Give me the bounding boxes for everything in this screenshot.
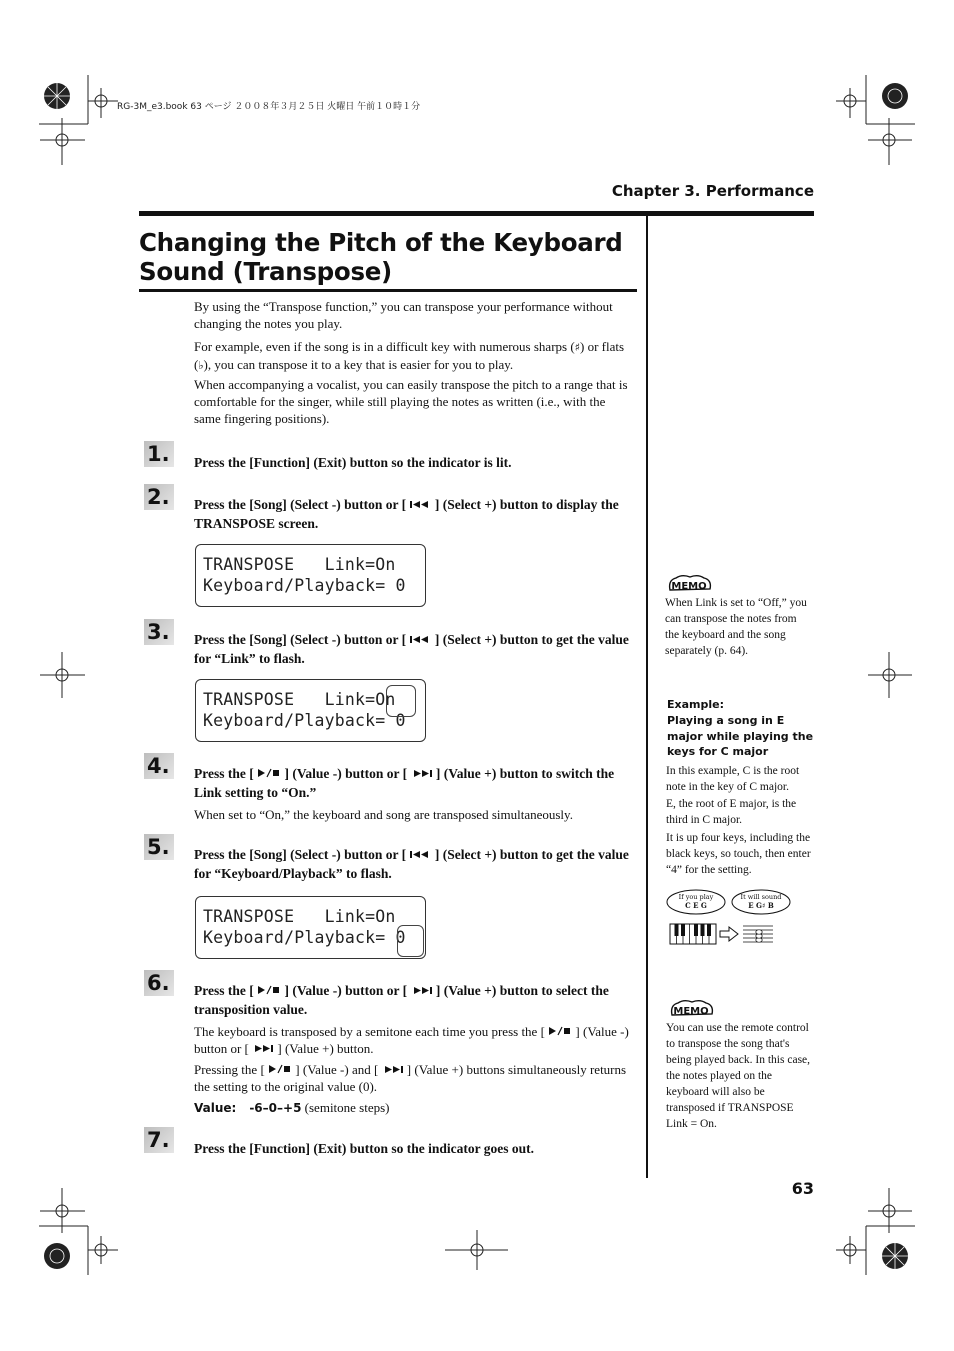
svg-text:E G♯ B: E G♯ B	[748, 901, 774, 910]
step-1-text: Press the [Function] (Exit) button so the indicator is lit.	[194, 455, 512, 470]
print-header: RG-3M_e3.book 63 ページ ２００８年３月２５日 火曜日 午前１０時１分	[117, 102, 421, 112]
step-number: 1.	[140, 441, 174, 467]
intro-paragraph-2: For example, even if the song is in a difficult key with numerous sharps (♯) or flats (♭), you can transpose it to a key that is easier for you to play.	[194, 339, 625, 372]
memo-1-text: When Link is set to “Off,” you can transpose the notes from the keyboard and the song separately (p. 64).	[665, 597, 807, 657]
page-number: 63	[791, 1179, 814, 1198]
chapter-heading: Chapter 3. Performance	[611, 182, 814, 200]
prev-icon	[409, 635, 431, 644]
example-text-3: It is up four keys, including the black keys, so touch, then enter “4” for the setting.	[666, 832, 811, 876]
next-icon	[411, 769, 433, 778]
step-6-text: Press the [ ] (Value -) button or [ ] (Value +) button to select the transposition value.	[194, 983, 609, 1017]
lcd-value-flash: TRANSPOSE Link=On Keyboard/Playback= 0	[195, 896, 426, 959]
staff-icon	[743, 926, 773, 942]
next-icon	[411, 986, 433, 995]
svg-text:C E G: C E G	[685, 901, 707, 910]
top-rule	[139, 211, 814, 216]
svg-text:MEMO: MEMO	[673, 1006, 709, 1017]
flat-icon: ♭	[198, 359, 204, 372]
prev-icon	[409, 850, 431, 859]
play-stop-icon	[257, 985, 281, 995]
step-2-text: Press the [Song] (Select -) button or [ ] (Select +) button to display the TRANSPOSE screen.	[194, 497, 619, 531]
intro-paragraph-3: When accompanying a vocalist, you can easily transpose the pitch to a range that is comfortable for the singer, while still playing the notes as written (i.e., with the same fingering positions).	[194, 377, 628, 426]
step-number: 7.	[140, 1127, 174, 1153]
svg-text:If you play: If you play	[678, 893, 714, 901]
lcd-transpose-screen: TRANSPOSE Link=On Keyboard/Playback= 0	[195, 544, 426, 607]
step-6-note-2: Pressing the [ ] (Value -) and [ ] (Value +) buttons simultaneously returns the setting to the original value (0).	[194, 1062, 627, 1094]
step-4-text: Press the [ ] (Value -) button or [ ] (Value +) button to switch the Link setting to “On.”	[194, 766, 615, 800]
step-4-note: When set to “On,” the keyboard and song are transposed simultaneously.	[194, 807, 573, 822]
step-6-note-1: The keyboard is transposed by a semitone each time you press the [ ] (Value -) button or [ ] (Value +) button.	[194, 1024, 629, 1056]
memo-icon	[670, 999, 714, 1019]
example-text-2: E, the root of E major, is the third in C major.	[666, 798, 797, 826]
step-7-text: Press the [Function] (Exit) button so the indicator goes out.	[194, 1141, 534, 1156]
example-subheading: Playing a song in E major while playing the keys for C major	[667, 714, 814, 758]
svg-text:It will sound: It will sound	[740, 893, 782, 901]
step-number: 5.	[140, 834, 174, 860]
svg-text:MEMO: MEMO	[671, 581, 707, 592]
column-divider	[646, 216, 648, 1178]
title-rule	[139, 289, 637, 292]
play-stop-icon	[268, 1064, 292, 1074]
next-icon	[252, 1044, 274, 1053]
memo-icon	[668, 574, 712, 594]
value-range: Value: -6–0–+5 (semitone steps)	[194, 1100, 390, 1115]
play-stop-icon	[548, 1026, 572, 1036]
step-number: 2.	[140, 484, 174, 510]
example-text-1: In this example, C is the root note in the key of C major.	[666, 765, 800, 793]
link-value-highlight	[386, 685, 416, 717]
memo-2-text: You can use the remote control to transpose the song that's being played back. In this case, the notes played on the keyboard will also be transposed if TRANSPOSE Link = On.	[666, 1022, 811, 1130]
step-number: 6.	[140, 970, 174, 996]
lcd-link-flash: TRANSPOSE Link=On Keyboard/Playback= 0	[195, 679, 426, 742]
intro-paragraph-1: By using the “Transpose function,” you can transpose your performance without changing the notes you play.	[194, 299, 613, 331]
step-number: 4.	[140, 753, 174, 779]
value-highlight	[397, 925, 424, 957]
example-heading: Example:	[667, 698, 724, 711]
sharp-icon: ♯	[574, 341, 580, 354]
transpose-example-illustration	[665, 888, 795, 952]
prev-icon	[409, 500, 431, 509]
arrow-right-icon	[720, 927, 738, 941]
play-stop-icon	[257, 768, 281, 778]
next-icon	[382, 1065, 404, 1074]
keyboard-icon	[670, 924, 716, 944]
step-5-text: Press the [Song] (Select -) button or [ ] (Select +) button to get the value for “Keyboard/Playback” to flash.	[194, 847, 629, 881]
step-3-text: Press the [Song] (Select -) button or [ ] (Select +) button to get the value for “Link” to flash.	[194, 632, 629, 666]
page-title: Changing the Pitch of the Keyboard Sound (Transpose)	[139, 228, 623, 286]
step-number: 3.	[140, 619, 174, 645]
